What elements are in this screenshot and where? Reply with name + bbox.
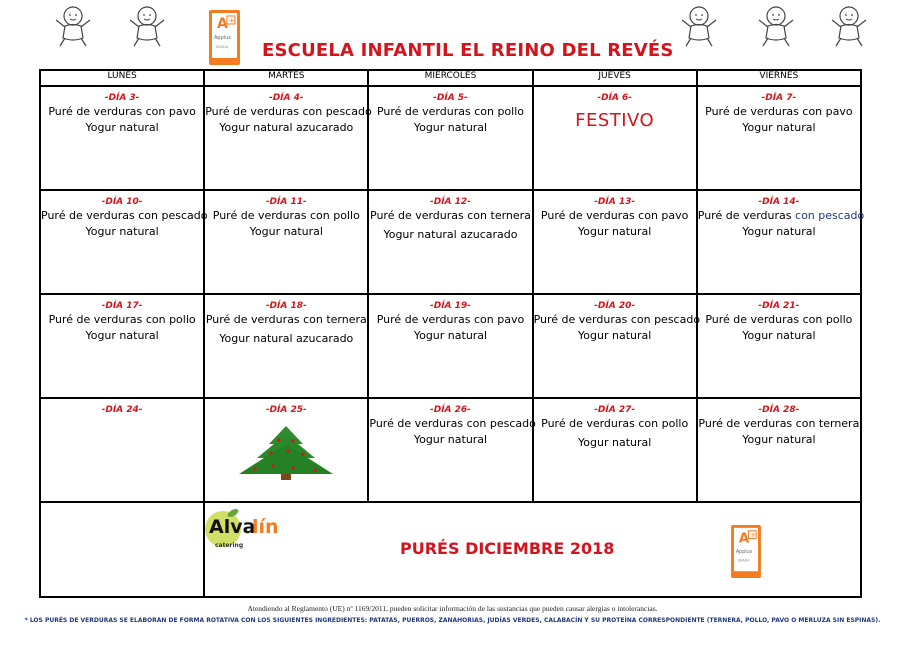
day-cell [533, 398, 697, 502]
day-number: -DÍA 25- [265, 405, 307, 415]
baby-illustration-icon [678, 4, 720, 48]
baby-illustration-icon [755, 4, 797, 48]
day-number: -DÍA 18- [265, 301, 307, 311]
dish-main: Puré de verduras con ternera [698, 417, 860, 430]
day-number: -DÍA 11- [265, 197, 307, 207]
page-title: ESCUELA INFANTIL EL REINO DEL REVÉS [262, 40, 674, 61]
dish-main: Puré de verduras con pollo [48, 313, 196, 326]
day-cell [368, 294, 532, 398]
week-row [40, 190, 861, 294]
dish-main: Puré de verduras con pavo [705, 105, 853, 118]
dish-main: Puré de verduras con pollo [376, 105, 524, 118]
svg-text:lín: lín [252, 516, 279, 538]
day-cell [204, 190, 368, 294]
day-cell [40, 294, 204, 398]
dish-dessert: Yogur natural [578, 329, 652, 342]
header-miercoles: MIÉRCOLES [368, 70, 532, 86]
day-number: -DÍA 27- [594, 405, 636, 415]
day-number: -DÍA 19- [430, 301, 471, 311]
day-cell [533, 294, 701, 398]
dish-main: Puré de verduras con ternera [370, 209, 531, 222]
dish-main: Puré de verduras con pavo [48, 105, 196, 118]
applus-logo-icon [731, 525, 761, 578]
day-number: -DÍA 6- [597, 93, 632, 103]
dish-main-protein: con pescado [795, 209, 865, 222]
week-row [40, 398, 861, 502]
dish-main: Puré de verduras con pollo [705, 313, 853, 326]
day-cell [697, 294, 861, 398]
svg-text:A: A [217, 16, 228, 32]
day-cell [204, 86, 372, 190]
dish-dessert: Yogur natural [413, 121, 488, 134]
day-number: -DÍA 21- [758, 301, 800, 311]
day-number: -DÍA 28- [758, 405, 800, 415]
dish-dessert: Yogur natural [742, 225, 816, 238]
dish-dessert: Yogur natural [742, 121, 816, 134]
day-cell [368, 398, 536, 502]
day-number: -DÍA 3- [104, 93, 140, 103]
christmas-tree-icon [233, 422, 339, 482]
day-cell [368, 86, 532, 190]
svg-text:+: + [749, 530, 757, 540]
alvalin-catering-logo-icon [203, 507, 293, 553]
day-number: -DÍA 4- [268, 93, 304, 103]
applus-logo-icon [209, 10, 240, 65]
day-number: -DÍA 12- [430, 197, 471, 207]
svg-text:Applus: Applus [735, 549, 753, 555]
month-title: PURÉS DICIEMBRE 2018 [400, 539, 615, 558]
dish-dessert: Yogur natural [85, 121, 159, 134]
header-viernes: VIERNES [697, 70, 861, 86]
day-cell [697, 190, 865, 294]
svg-text:catering: catering [215, 542, 244, 549]
dish-dessert: Yogur natural [413, 329, 488, 342]
dish-dessert: Yogur natural azucarado [219, 121, 354, 134]
baby-illustration-icon [52, 4, 94, 48]
empty-cell [40, 502, 204, 597]
svg-text:Alva: Alva [209, 516, 256, 538]
day-number: -DÍA 20- [594, 301, 636, 311]
dish-dessert: Yogur natural [742, 329, 816, 342]
svg-text:IDIADA: IDIADA [216, 45, 229, 49]
day-cell [697, 86, 861, 190]
header-martes: MARTES [204, 70, 368, 86]
dish-dessert: Yogur natural [742, 433, 816, 446]
day-number: -DÍA 14- [758, 197, 800, 207]
header-jueves: JUEVES [533, 70, 697, 86]
dish-main [697, 208, 865, 224]
dish-main: Puré de verduras con pescado [41, 209, 208, 222]
holiday-label: FESTIVO [575, 110, 655, 131]
dish-main: Puré de verduras con pescado [533, 313, 701, 326]
dish-main: Puré de verduras con pescado [369, 417, 536, 430]
day-cell [533, 190, 697, 294]
day-cell [533, 86, 697, 190]
day-number: -DÍA 13- [594, 197, 636, 207]
dish-main: Puré de verduras con ternera [205, 313, 367, 326]
dish-main: Puré de verduras con pavo [540, 209, 689, 222]
dish-dessert: Yogur natural [85, 225, 159, 238]
day-number: -DÍA 24- [101, 405, 143, 415]
day-cell [204, 398, 368, 502]
dish-main-part: Puré de verduras [697, 209, 796, 222]
day-number: -DÍA 5- [433, 93, 468, 103]
dish-dessert: Yogur natural [578, 225, 652, 238]
day-cell [204, 294, 368, 398]
day-number: -DÍA 17- [101, 301, 143, 311]
dish-dessert: Yogur natural azucarado [383, 228, 518, 241]
day-number: -DÍA 26- [430, 405, 471, 415]
dish-dessert: Yogur natural [249, 225, 323, 238]
menu-table [39, 69, 865, 598]
dish-main: Puré de verduras con pescado [205, 105, 372, 118]
day-number: -DÍA 10- [101, 197, 143, 207]
day-cell [40, 86, 204, 190]
dish-main: Puré de verduras con pollo [541, 417, 689, 430]
weekday-header-row [40, 70, 861, 86]
dish-dessert: Yogur natural [85, 329, 159, 342]
day-cell [368, 190, 532, 294]
day-cell [697, 398, 861, 502]
baby-illustration-icon [828, 4, 870, 48]
week-row [40, 86, 861, 190]
svg-text:IDIADA: IDIADA [737, 558, 750, 563]
day-cell [40, 398, 204, 502]
ingredients-note: * LOS PURÉS DE VERDURAS SE ELABORAN DE FORMA ROTATIVA CON LOS SIGUIENTES INGREDIENTES: PATATAS, PUERROS, ZANAHORIAS, JUDÍAS VERDES, CALABACÍN Y SU PROTEÍNA CORRESPONDIENTE (TERNERA, POLLO, PAVO O MERLUZA SIN ESPINAS). [24, 617, 881, 624]
header-lunes: LUNES [40, 70, 204, 86]
baby-illustration-icon [126, 4, 168, 48]
svg-text:A: A [738, 530, 750, 547]
dish-main: Puré de verduras con pollo [212, 209, 360, 222]
dish-dessert: Yogur natural azucarado [219, 332, 354, 345]
week-row [40, 294, 861, 398]
day-number: -DÍA 7- [761, 93, 797, 103]
svg-text:+: + [228, 16, 236, 25]
day-cell [40, 190, 208, 294]
allergen-regulation-note: Atendiendo al Reglamento (UE) nº 1169/2011, pueden solicitar información de las sustancias que pueden causar alergias o intolerancias. [247, 604, 658, 613]
dish-dessert: Yogur natural [578, 436, 652, 449]
dish-dessert: Yogur natural [413, 433, 488, 446]
dish-main: Puré de verduras con pavo [376, 313, 525, 326]
svg-text:Applus: Applus [214, 35, 231, 41]
